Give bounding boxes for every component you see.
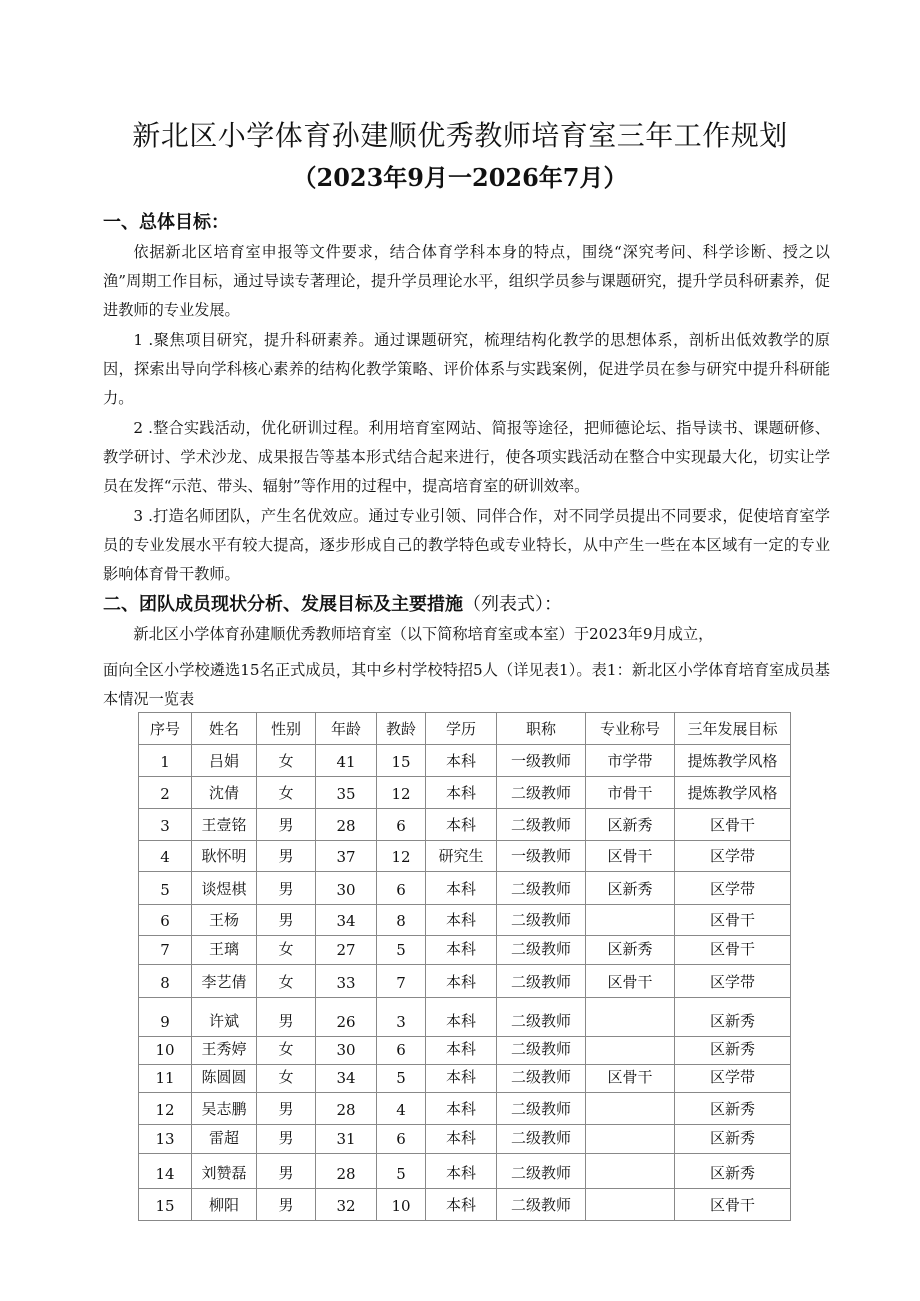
table-cell: 研究生: [426, 841, 497, 872]
table-cell: 本科: [426, 777, 497, 809]
column-header: 三年发展目标: [675, 713, 791, 745]
table-cell: 男: [257, 1093, 316, 1125]
table-cell: 区学带: [675, 965, 791, 998]
table-cell: 本科: [426, 745, 497, 777]
table-cell: 二级教师: [497, 1125, 586, 1154]
table-cell: 10: [377, 1189, 426, 1221]
table-cell: 5: [377, 1065, 426, 1093]
paragraph: 2 .整合实践活动，优化研训过程。利用培育室网站、简报等途径，把师德论坛、指导读书、课题研修、教学研讨、学术沙龙、成果报告等基本形式结合起来进行，使各项实践活动在整合中实现最大化，切实让学员在发挥“示范、带头、辐射”等作用的过程中，提高培育室的研训效率。: [103, 419, 830, 495]
table-cell: 女: [257, 1037, 316, 1065]
table-cell: 沈倩: [192, 777, 257, 809]
column-header: 性别: [257, 713, 316, 745]
table-cell: [586, 1154, 675, 1189]
table-cell: 女: [257, 936, 316, 965]
paragraph: 依据新北区培育室申报等文件要求，结合体育学科本身的特点，围绕“深究考问、科学诊断、授之以渔”周期工作目标，通过导读专著理论，提升学员理论水平，组织学员参与课题研究，提升学员科研素养，促进教师的专业发展。: [103, 243, 830, 319]
table-cell: 许斌: [192, 998, 257, 1037]
table-cell: 男: [257, 1189, 316, 1221]
table-cell: 12: [377, 841, 426, 872]
table-row: [139, 777, 791, 809]
table-cell: 8: [377, 905, 426, 936]
table-cell: 7: [377, 965, 426, 998]
heading-text: 二、团队成员现状分析、发展目标及主要措施: [103, 594, 463, 615]
table-cell: 6: [377, 809, 426, 841]
table-cell: 区新秀: [675, 1125, 791, 1154]
table-cell: 王秀婷: [192, 1037, 257, 1065]
table-cell: 30: [316, 1037, 377, 1065]
table-row: [139, 905, 791, 936]
table-cell: 15: [377, 745, 426, 777]
column-header: 学历: [426, 713, 497, 745]
table-cell: 耿怀明: [192, 841, 257, 872]
table-cell: 1: [139, 745, 192, 777]
intro-line-2: 面向全区小学校遴选15名正式成员，其中乡村学校特招5人（详见表1）。表1：新北区小学体育培育室成员基本情况一览表: [103, 661, 830, 708]
table-cell: 区新秀: [586, 936, 675, 965]
table-cell: 37: [316, 841, 377, 872]
table-cell: 男: [257, 841, 316, 872]
table-cell: 一级教师: [497, 841, 586, 872]
table-cell: 12: [139, 1093, 192, 1125]
table-cell: 本科: [426, 872, 497, 905]
table-cell: 区新秀: [675, 1037, 791, 1065]
paragraph: 1 .聚焦项目研究，提升科研素养。通过课题研究，梳理结构化教学的思想体系，剖析出低效教学的原因，探索出导向学科核心素养的结构化教学策略、评价体系与实践案例，促进学员在参与研究中提升科研能力。: [103, 331, 830, 407]
table-cell: 市学带: [586, 745, 675, 777]
table-cell: 一级教师: [497, 745, 586, 777]
table-cell: 6: [377, 1037, 426, 1065]
table-cell: 本科: [426, 936, 497, 965]
table-cell: 区新秀: [586, 872, 675, 905]
table-cell: 3: [377, 998, 426, 1037]
table-cell: 二级教师: [497, 1065, 586, 1093]
table-cell: 30: [316, 872, 377, 905]
table-cell: 二级教师: [497, 809, 586, 841]
table-cell: 王璃: [192, 936, 257, 965]
table-cell: 41: [316, 745, 377, 777]
document-body: [103, 208, 830, 715]
table-cell: 33: [316, 965, 377, 998]
table-cell: 本科: [426, 1093, 497, 1125]
table-cell: 本科: [426, 1154, 497, 1189]
table-cell: [586, 905, 675, 936]
table-cell: 二级教师: [497, 936, 586, 965]
table-cell: 5: [139, 872, 192, 905]
table-cell: 本科: [426, 1037, 497, 1065]
table-cell: 8: [139, 965, 192, 998]
table-cell: 28: [316, 809, 377, 841]
table-cell: 二级教师: [497, 777, 586, 809]
table-cell: 区骨干: [586, 841, 675, 872]
table-cell: 女: [257, 965, 316, 998]
table-cell: 6: [377, 1125, 426, 1154]
table-cell: 市骨干: [586, 777, 675, 809]
table-cell: 王壹铭: [192, 809, 257, 841]
table-cell: 本科: [426, 1065, 497, 1093]
table-cell: [586, 1037, 675, 1065]
table-cell: 34: [316, 905, 377, 936]
table-cell: 提炼教学风格: [675, 745, 791, 777]
table-cell: 女: [257, 745, 316, 777]
table-cell: 刘赞磊: [192, 1154, 257, 1189]
document-title: 新北区小学体育孙建顺优秀教师培育室三年工作规划: [132, 119, 788, 152]
table-cell: 本科: [426, 965, 497, 998]
column-header: 姓名: [192, 713, 257, 745]
table-cell: 雷超: [192, 1125, 257, 1154]
table-cell: 27: [316, 936, 377, 965]
table-cell: 区骨干: [675, 809, 791, 841]
paragraph: 3 .打造名师团队，产生名优效应。通过专业引领、同伴合作，对不同学员提出不同要求，促使培育室学员的专业发展水平有较大提高，逐步形成自己的教学特色或专业特长，从中产生一些在本区域有一定的专业影响体育骨干教师。: [103, 507, 830, 583]
table-cell: 区新秀: [675, 1154, 791, 1189]
table-cell: 男: [257, 998, 316, 1037]
table-cell: 本科: [426, 998, 497, 1037]
table-cell: 4: [139, 841, 192, 872]
table-cell: 女: [257, 1065, 316, 1093]
heading-paren: （列表式）：: [463, 594, 562, 615]
table-row: [139, 1125, 791, 1154]
table-cell: 男: [257, 905, 316, 936]
table-cell: 13: [139, 1125, 192, 1154]
table-cell: 本科: [426, 905, 497, 936]
column-header: 序号: [139, 713, 192, 745]
table-cell: 二级教师: [497, 998, 586, 1037]
table-cell: [586, 1093, 675, 1125]
table-cell: 区新秀: [675, 998, 791, 1037]
table-cell: 5: [377, 936, 426, 965]
column-header: 专业称号: [586, 713, 675, 745]
table-cell: 李艺倩: [192, 965, 257, 998]
table-cell: 区骨干: [675, 1189, 791, 1221]
section-heading-overall-goals: 一、总体目标：: [103, 212, 229, 233]
table-cell: 区学带: [675, 872, 791, 905]
table-cell: 6: [377, 872, 426, 905]
table-cell: 二级教师: [497, 965, 586, 998]
table-cell: 28: [316, 1154, 377, 1189]
table-cell: 王杨: [192, 905, 257, 936]
table-cell: 二级教师: [497, 872, 586, 905]
table-cell: 男: [257, 1125, 316, 1154]
table-cell: 31: [316, 1125, 377, 1154]
table-cell: 32: [316, 1189, 377, 1221]
table-cell: 3: [139, 809, 192, 841]
table-cell: [586, 998, 675, 1037]
table-cell: 2: [139, 777, 192, 809]
table-cell: 区新秀: [675, 1093, 791, 1125]
column-header: 职称: [497, 713, 586, 745]
table-row: [139, 1065, 791, 1093]
table-cell: 区学带: [675, 841, 791, 872]
table-cell: 谈煜棋: [192, 872, 257, 905]
table-row: [139, 809, 791, 841]
table-row: [139, 1189, 791, 1221]
table-cell: 二级教师: [497, 905, 586, 936]
table-cell: 区学带: [675, 1065, 791, 1093]
table-cell: 区骨干: [586, 965, 675, 998]
table-row: [139, 936, 791, 965]
table-cell: 本科: [426, 1189, 497, 1221]
document-subtitle: （2023年9月一2026年7月）: [292, 163, 628, 192]
table-cell: 柳阳: [192, 1189, 257, 1221]
table-cell: 6: [139, 905, 192, 936]
table-cell: 女: [257, 777, 316, 809]
table-cell: [586, 1125, 675, 1154]
table-cell: 26: [316, 998, 377, 1037]
table-cell: 12: [377, 777, 426, 809]
table-cell: 吴志鹏: [192, 1093, 257, 1125]
table-cell: 34: [316, 1065, 377, 1093]
table-cell: 14: [139, 1154, 192, 1189]
table-cell: 提炼教学风格: [675, 777, 791, 809]
table-row: [139, 1037, 791, 1065]
table-cell: 区新秀: [586, 809, 675, 841]
table-cell: 11: [139, 1065, 192, 1093]
table-cell: 本科: [426, 809, 497, 841]
table-cell: 28: [316, 1093, 377, 1125]
table-cell: 7: [139, 936, 192, 965]
table-cell: 区骨干: [586, 1065, 675, 1093]
table-row: [139, 872, 791, 905]
table-cell: 10: [139, 1037, 192, 1065]
table-cell: 吕娟: [192, 745, 257, 777]
table-cell: 35: [316, 777, 377, 809]
member-table: [138, 712, 791, 1221]
table-cell: 本科: [426, 1125, 497, 1154]
table-cell: 二级教师: [497, 1154, 586, 1189]
table-cell: 5: [377, 1154, 426, 1189]
table-row: [139, 998, 791, 1037]
table-row: [139, 841, 791, 872]
table-cell: 二级教师: [497, 1037, 586, 1065]
table-cell: [586, 1189, 675, 1221]
column-header: 教龄: [377, 713, 426, 745]
table-cell: 二级教师: [497, 1093, 586, 1125]
table-cell: 男: [257, 809, 316, 841]
table-cell: 二级教师: [497, 1189, 586, 1221]
table-row: [139, 965, 791, 998]
table-cell: 陈圆圆: [192, 1065, 257, 1093]
table-row: [139, 1154, 791, 1189]
table-cell: 区骨干: [675, 905, 791, 936]
table-cell: 4: [377, 1093, 426, 1125]
intro-line-1: 新北区小学体育孙建顺优秀教师培育室（以下简称培育室或本室）于2023年9月成立，: [133, 625, 714, 643]
table-cell: 区骨干: [675, 936, 791, 965]
table-cell: 男: [257, 872, 316, 905]
table-cell: 15: [139, 1189, 192, 1221]
column-header: 年龄: [316, 713, 377, 745]
table-row: [139, 1093, 791, 1125]
table-cell: 男: [257, 1154, 316, 1189]
table-row: [139, 745, 791, 777]
table-cell: 9: [139, 998, 192, 1037]
section-heading-team-analysis: [103, 590, 830, 620]
